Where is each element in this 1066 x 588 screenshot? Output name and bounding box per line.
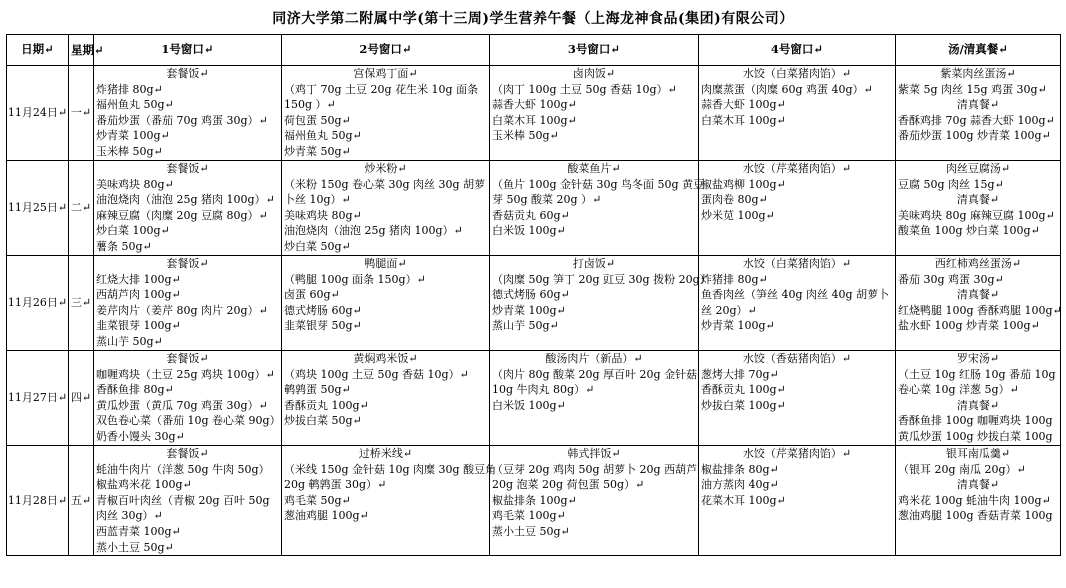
weekday-cell: 二↵ <box>69 161 94 256</box>
window-1-cell <box>94 66 282 161</box>
menu-line: 番茄 30g 鸡蛋 30g↵ <box>898 272 1004 286</box>
menu-line: （肉糜 50g 笋丁 20g 豇豆 30g 拨粉 20g） <box>492 272 711 286</box>
window-3-cell <box>490 351 699 446</box>
dish-title: 清真餐↵ <box>956 98 1000 112</box>
table-row <box>7 161 1061 256</box>
dish-title: 酸汤肉片（新品）↵ <box>545 352 643 365</box>
lunch-menu-table <box>6 34 1061 556</box>
dish-title: 紫菜肉丝蛋汤↵ <box>940 67 1016 80</box>
menu-line: 福州鱼丸 50g↵ <box>96 98 174 112</box>
menu-line: 炸猪排 80g↵ <box>96 82 163 96</box>
menu-line: （米线 150g 金针菇 10g 肉糜 30g 酸豆角 <box>284 462 497 476</box>
soup-cell <box>896 161 1061 256</box>
menu-line: 酸菜鱼 100g 炒白菜 100g↵ <box>898 224 1040 238</box>
menu-line: 20g 泡菜 20g 荷包蛋 50g）↵ <box>492 478 645 492</box>
menu-line: 卤蛋 60g↵ <box>284 288 340 302</box>
dish-title: 套餐饭↵ <box>166 67 209 80</box>
menu-line: （肉丁 100g 土豆 50g 香菇 10g）↵ <box>492 82 677 96</box>
window-4-cell <box>699 161 896 256</box>
menu-line: （鸭腿 100g 面条 150g）↵ <box>284 272 426 286</box>
window-1-cell <box>94 446 282 556</box>
menu-line: 油泡烧肉（油泡 25g 猪肉 100g）↵ <box>96 193 275 207</box>
menu-line: 鹌鹑蛋 50g↵ <box>284 383 351 397</box>
dish-title: 鸭腿面↵ <box>364 257 407 270</box>
menu-line: 炒青菜 100g↵ <box>96 129 170 143</box>
dish-title: 清真餐↵ <box>956 193 1000 207</box>
header-weekday: 星期↵ <box>69 35 94 66</box>
menu-line: 炒青菜 100g↵ <box>492 303 566 317</box>
dish-title: 韩式拌饭↵ <box>567 447 621 460</box>
table-row <box>7 446 1061 556</box>
window-2-cell <box>282 161 490 256</box>
menu-line: 紫菜 5g 肉丝 15g 鸡蛋 30g↵ <box>898 82 1047 96</box>
window-2-cell <box>282 66 490 161</box>
menu-line: 炒拔白菜 50g↵ <box>284 414 362 428</box>
date-cell: 11月26日↵ <box>7 256 69 351</box>
dish-title: 肉丝豆腐汤↵ <box>945 162 1011 175</box>
dish-title: 清真餐↵ <box>956 398 1000 412</box>
header-window-1: 1号窗口↵ <box>94 35 282 66</box>
weekday-cell: 三↵ <box>69 256 94 351</box>
menu-line: 蒸山芋 50g↵ <box>96 334 163 348</box>
menu-line: 奶香小馒头 30g↵ <box>96 429 185 443</box>
dish-title: 罗宋汤↵ <box>956 352 1000 365</box>
window-4-cell <box>699 66 896 161</box>
window-3-cell <box>490 446 699 556</box>
menu-line: 香酥贡丸 100g↵ <box>701 383 786 397</box>
menu-line: 炒青菜 50g↵ <box>284 144 351 158</box>
header-window-3: 3号窗口↵ <box>490 35 699 66</box>
table-row <box>7 66 1061 161</box>
menu-line: 20g 鹌鹑蛋 30g）↵ <box>284 478 387 492</box>
menu-line: 肉丝 30g）↵ <box>96 509 163 523</box>
menu-line: 德式烤肠 60g↵ <box>284 303 362 317</box>
menu-line: 油泡烧肉（油泡 25g 猪肉 100g）↵ <box>284 224 463 238</box>
menu-line: 鸡米花 100g 蚝油牛肉 100g↵ <box>898 493 1051 507</box>
menu-line: 卜丝 10g）↵ <box>284 193 351 207</box>
window-4-cell <box>699 256 896 351</box>
menu-line: 椒盐鸡米花 100g↵ <box>96 478 192 492</box>
menu-line: 豆腐 50g 肉丝 15g↵ <box>898 177 1004 191</box>
menu-line: 西蓝青菜 100g↵ <box>96 524 181 538</box>
header-soup: 汤/清真餐↵ <box>896 35 1061 66</box>
menu-line: 番茄炒蛋（番茄 70g 鸡蛋 30g）↵ <box>96 113 268 127</box>
menu-line: 白菜木耳 100g↵ <box>701 113 786 127</box>
table-row <box>7 351 1061 446</box>
menu-line: 椒盐排条 100g↵ <box>492 493 577 507</box>
menu-line: 美味鸡块 80g↵ <box>284 208 362 222</box>
menu-line: 德式烤肠 60g↵ <box>492 288 570 302</box>
menu-line: 香酥鱼排 100g 咖喱鸡块 100g <box>898 414 1053 428</box>
menu-line: 荷包蛋 50g↵ <box>284 113 351 127</box>
menu-line: 炒青菜 100g↵ <box>701 319 775 333</box>
menu-line: 花菜木耳 100g↵ <box>701 493 786 507</box>
dish-title: 过桥米线↵ <box>358 447 413 460</box>
dish-title: 水饺（芹菜猪肉馅）↵ <box>742 447 852 460</box>
dish-title: 打卤饭↵ <box>572 257 616 270</box>
header-date: 日期↵ <box>7 35 69 66</box>
menu-line: 鸡毛菜 100g↵ <box>492 509 566 523</box>
window-3-cell <box>490 256 711 351</box>
menu-line: 丝 20g）↵ <box>701 303 757 317</box>
window-1-cell <box>94 256 282 351</box>
menu-line: 韭菜银芽 100g↵ <box>96 319 181 333</box>
menu-line: 香酥贡丸 100g↵ <box>284 398 369 412</box>
dish-title: 套餐饭↵ <box>166 447 209 460</box>
menu-line: 香酥鸡排 70g 蒜香大虾 100g↵ <box>898 113 1055 127</box>
window-3-cell <box>490 161 705 256</box>
menu-line: 盐水虾 100g 炒青菜 100g↵ <box>898 319 1040 333</box>
menu-line: （豆芽 20g 鸡肉 50g 胡萝卜 20g 西葫芦 <box>492 462 698 476</box>
soup-cell <box>896 351 1061 446</box>
menu-line: 芽 50g 酸菜 20g ）↵ <box>492 193 602 207</box>
menu-line: 肉糜蒸蛋（肉糜 60g 鸡蛋 40g）↵ <box>701 82 873 96</box>
menu-line: 蚝油牛肉片（洋葱 50g 牛肉 50g） <box>96 462 270 476</box>
menu-line: 韭菜银芽 50g↵ <box>284 319 362 333</box>
dish-title: 宫保鸡丁面↵ <box>353 67 418 80</box>
window-1-cell <box>94 161 282 256</box>
dish-title: 清真餐↵ <box>956 478 1000 492</box>
menu-line: 10g 牛肉丸 80g）↵ <box>492 383 595 397</box>
dish-title: 套餐饭↵ <box>166 257 209 270</box>
menu-line: 美味鸡块 80g 麻辣豆腐 100g↵ <box>898 208 1055 222</box>
menu-line: 炒白菜 50g↵ <box>284 239 351 253</box>
menu-line: 玉米棒 50g↵ <box>96 144 163 158</box>
window-2-cell <box>282 446 497 556</box>
dish-title: 酸菜鱼片↵ <box>567 162 621 175</box>
menu-line: 玉米棒 50g↵ <box>492 129 559 143</box>
soup-cell <box>896 256 1061 351</box>
menu-line: 青椒百叶肉丝（青椒 20g 百叶 50g <box>96 493 270 507</box>
menu-line: 鸡毛菜 50g↵ <box>284 493 351 507</box>
menu-line: 蒸小土豆 50g↵ <box>492 524 570 538</box>
menu-line: 椒盐排条 80g↵ <box>701 462 779 476</box>
window-3-cell <box>490 66 699 161</box>
dish-title: 卤肉饭↵ <box>572 67 616 80</box>
menu-line: 鱼香肉丝（笋丝 40g 肉丝 40g 胡萝卜 <box>701 288 890 302</box>
menu-line: 姜芹肉片（姜芹 80g 肉片 20g）↵ <box>96 303 268 317</box>
menu-line: 黄瓜炒蛋（黄瓜 70g 鸡蛋 30g）↵ <box>96 398 268 412</box>
menu-line: （米粉 150g 卷心菜 30g 肉丝 30g 胡萝 <box>284 177 486 191</box>
menu-line: （鱼片 100g 金针菇 30g 鸟冬面 50g 黄豆 <box>492 177 705 191</box>
menu-line: 美味鸡块 80g↵ <box>96 177 174 191</box>
header-window-4: 4号窗口↵ <box>699 35 896 66</box>
dish-title: 套餐饭↵ <box>166 352 209 365</box>
menu-line: 炒米苋 100g↵ <box>701 208 775 222</box>
menu-line: 150g ）↵ <box>284 98 336 112</box>
menu-line: 白菜木耳 100g↵ <box>492 113 577 127</box>
window-1-cell <box>94 351 282 446</box>
dish-title: 西红柿鸡丝蛋汤↵ <box>934 257 1022 270</box>
menu-line: 葱烤大排 70g↵ <box>701 367 779 381</box>
dish-title: 套餐饭↵ <box>166 162 209 175</box>
header-row <box>7 35 1061 66</box>
window-2-cell <box>282 351 490 446</box>
menu-line: 白米饭 100g↵ <box>492 224 566 238</box>
menu-line: 葱油鸡腿 100g↵ <box>284 509 369 523</box>
dish-title: 银耳南瓜羹↵ <box>945 447 1011 460</box>
menu-line: 红烧大排 100g↵ <box>96 272 181 286</box>
dish-title: 黄焖鸡米饭↵ <box>353 352 418 365</box>
menu-line: 蛋肉卷 80g↵ <box>701 193 768 207</box>
date-cell: 11月28日↵ <box>7 446 69 556</box>
window-2-cell <box>282 256 490 351</box>
date-cell: 11月25日↵ <box>7 161 69 256</box>
menu-line: 咖喱鸡块（土豆 25g 鸡块 100g）↵ <box>96 367 275 381</box>
menu-line: （肉片 80g 酸菜 20g 厚百叶 20g 金针菇 <box>492 367 698 381</box>
menu-line: 番茄炒蛋 100g 炒青菜 100g↵ <box>898 129 1051 143</box>
dish-title: 水饺（白菜猪肉馅）↵ <box>742 67 852 80</box>
menu-line: （鸡块 100g 土豆 50g 香菇 10g）↵ <box>284 367 469 381</box>
menu-line: 双色卷心菜（番茄 10g 卷心菜 90g） <box>96 414 281 428</box>
menu-line: 椒盐鸡柳 100g↵ <box>701 177 786 191</box>
table-row <box>7 256 1061 351</box>
menu-line: 油方蒸肉 40g↵ <box>701 478 779 492</box>
menu-line: 红烧鸭腿 100g 香酥鸡腿 100g↵ <box>898 303 1062 317</box>
menu-line: 蒸山芋 50g↵ <box>492 319 559 333</box>
dish-title: 炒米粉↵ <box>364 162 407 175</box>
menu-line: 蒜香大虾 100g↵ <box>492 98 577 112</box>
dish-title: 水饺（芹菜猪肉馅）↵ <box>742 162 852 175</box>
menu-line: 炒白菜 100g↵ <box>96 224 170 238</box>
weekday-cell: 四↵ <box>69 351 94 446</box>
menu-line: 炒拔白菜 100g↵ <box>701 398 786 412</box>
window-4-cell <box>699 446 896 556</box>
menu-line: （鸡丁 70g 土豆 20g 花生米 10g 面条 <box>284 82 479 96</box>
menu-line: 福州鱼丸 50g↵ <box>284 129 362 143</box>
menu-line: （土豆 10g 红肠 10g 番茄 10g <box>898 367 1056 381</box>
page-title: 同济大学第二附属中学(第十三周)学生营养午餐（上海龙神食品(集团)有限公司） <box>272 11 794 27</box>
header-window-2: 2号窗口↵ <box>282 35 490 66</box>
menu-line: 西葫芦肉 100g↵ <box>96 288 181 302</box>
menu-line: 白米饭 100g↵ <box>492 398 566 412</box>
menu-line: 黄瓜炒蛋 100g 炒拔白菜 100g <box>898 429 1053 443</box>
dish-title: 水饺（白菜猪肉馅）↵ <box>742 257 852 270</box>
date-cell: 11月24日↵ <box>7 66 69 161</box>
menu-line: （银耳 20g 南瓜 20g）↵ <box>898 462 1026 476</box>
menu-line: 卷心菜 10g 洋葱 5g）↵ <box>898 383 1019 397</box>
window-4-cell <box>699 351 896 446</box>
dish-title: 清真餐↵ <box>956 288 1000 302</box>
soup-cell <box>896 446 1061 556</box>
menu-line: 炸猪排 80g↵ <box>701 272 768 286</box>
soup-cell <box>896 66 1061 161</box>
weekday-cell: 五↵ <box>69 446 94 556</box>
menu-line: 蒜香大虾 100g↵ <box>701 98 786 112</box>
menu-line: 麻辣豆腐（肉糜 20g 豆腐 80g）↵ <box>96 208 268 222</box>
weekday-cell: 一↵ <box>69 66 94 161</box>
menu-line: 香酥鱼排 80g↵ <box>96 383 174 397</box>
dish-title: 水饺（香菇猪肉馅）↵ <box>742 352 852 365</box>
date-cell: 11月27日↵ <box>7 351 69 446</box>
menu-line: 薯条 50g↵ <box>96 239 152 253</box>
menu-line: 蒸小土豆 50g↵ <box>96 540 174 554</box>
menu-line: 葱油鸡腿 100g 香菇青菜 100g <box>898 509 1053 523</box>
menu-line: 香菇贡丸 60g↵ <box>492 208 570 222</box>
